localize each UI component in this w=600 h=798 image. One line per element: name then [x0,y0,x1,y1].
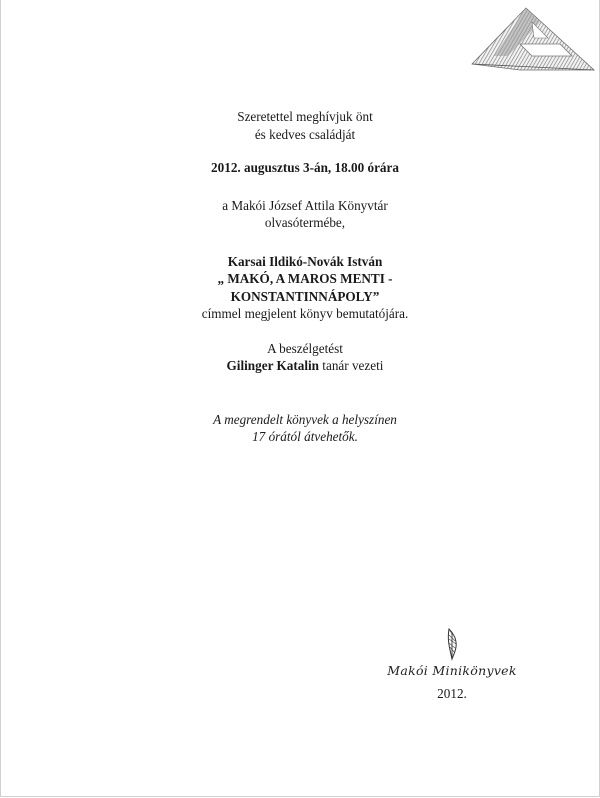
host-line [155,357,455,375]
event-date-time: 2012. augusztus 3-án, 18.00 órára [211,160,399,175]
host-role: tanár vezeti [319,358,384,373]
publisher-footer [372,625,532,702]
book-authors: Karsai Ildikó-Novák István [227,253,383,269]
host-intro: A beszélgetést [267,340,343,356]
host-name: Gilinger Katalin [226,358,319,373]
greeting-line-1: Szeretettel meghívjuk önt [237,109,373,124]
feather-quill-icon [441,625,463,661]
publication-year: 2012. [437,686,467,701]
book-title-line-1: „ MAKÓ, A MAROS MENTI - [217,271,393,286]
book-title-line-2: KONSTANTINNÁPOLY” [230,288,380,304]
series-name: Makói Minikönyvek [387,663,517,678]
note-line-2: 17 órától átvehetők. [252,429,358,444]
venue-line-1: a Makói József Attila Könyvtár [222,197,388,213]
invitation-text [155,108,455,446]
note-line-1: A megrendelt könyvek a helyszínen [213,411,397,427]
book-description: címmel megjelent könyv bemutatójára. [201,306,409,321]
greeting-line-2: és kedves családját [254,126,356,142]
corner-logo-icon [468,4,596,74]
venue-line-2: olvasótermébe, [264,215,346,230]
